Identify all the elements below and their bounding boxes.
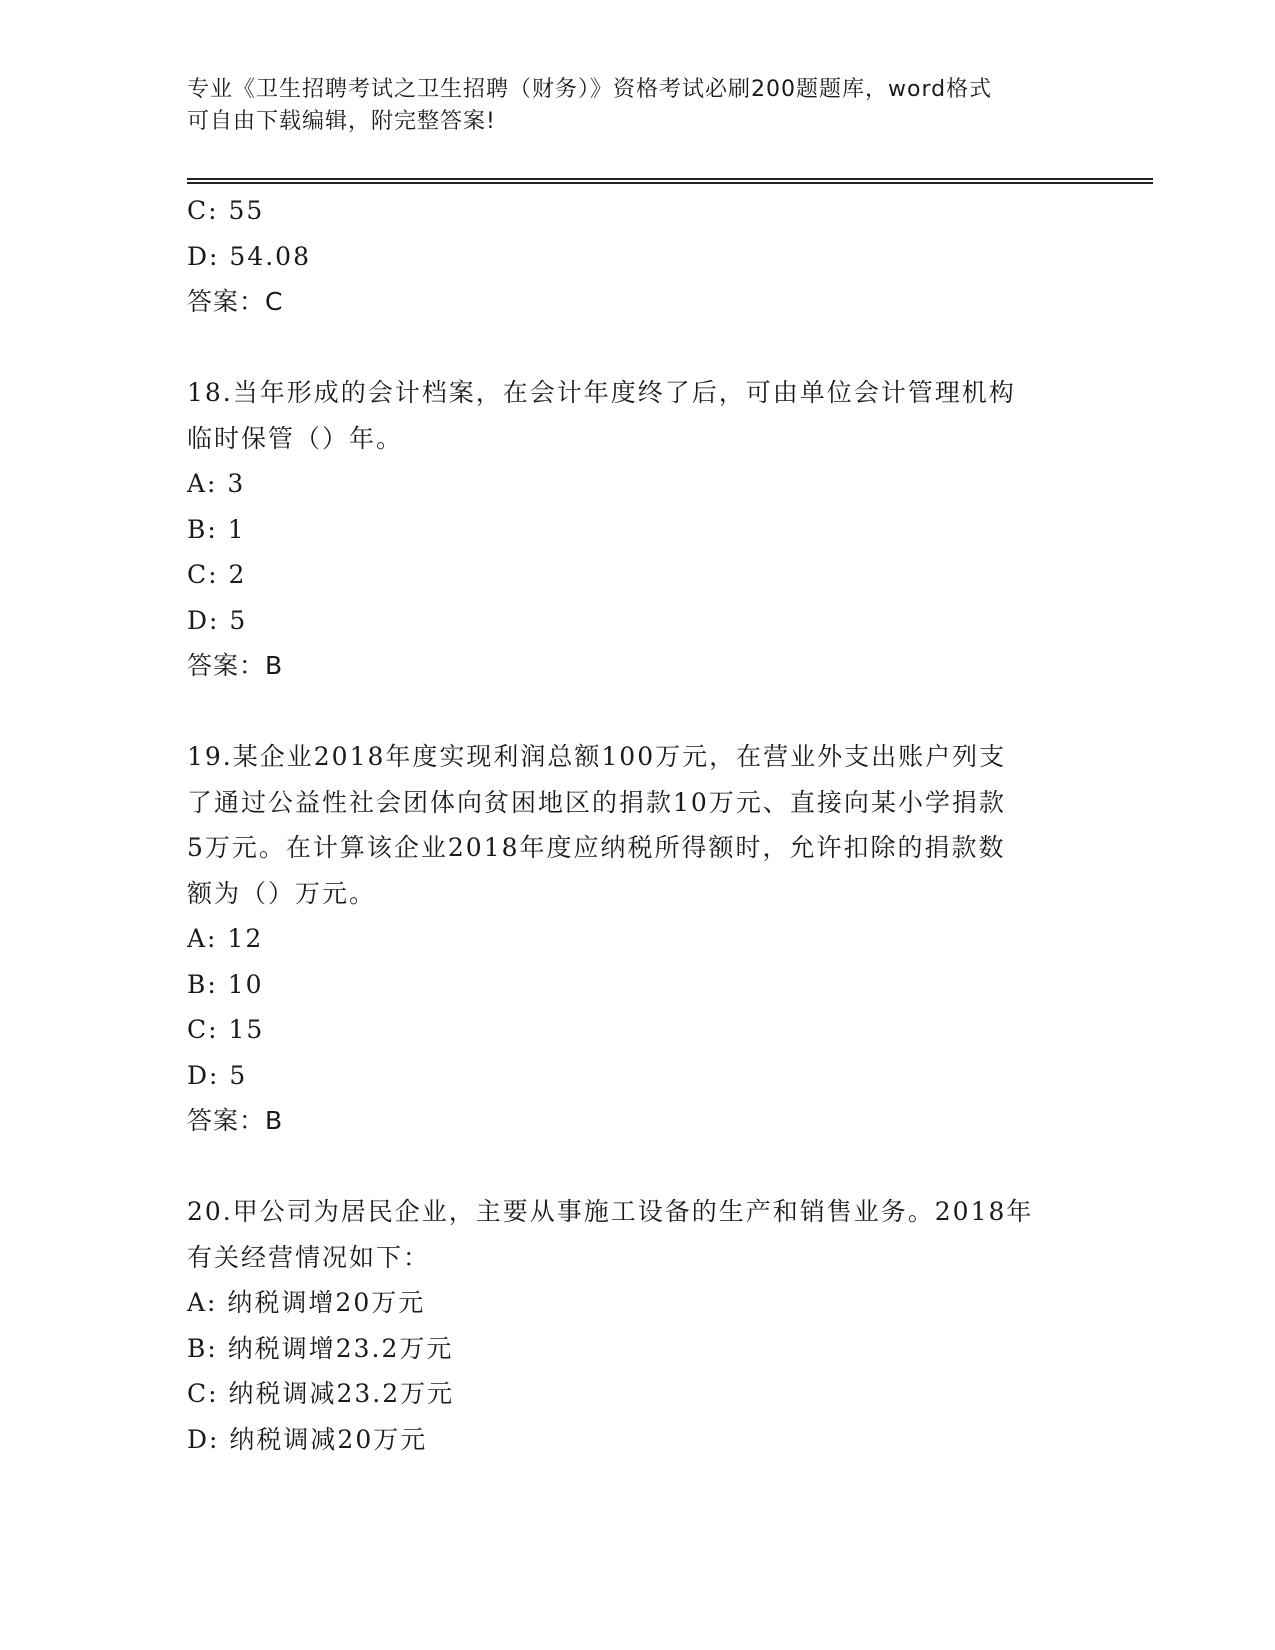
option-b: B: 纳税调增23.2万元	[187, 1333, 454, 1363]
question-list	[187, 188, 1087, 1462]
spacer	[187, 689, 1087, 735]
header-divider	[187, 178, 1153, 184]
option-b: B: 10	[187, 969, 264, 999]
spacer	[187, 325, 1087, 371]
spacer	[187, 1144, 1087, 1190]
question-text-line: 有关经营情况如下：	[187, 1242, 431, 1272]
question-text-line: 19.某企业2018年度实现利润总额100万元，在营业外支出账户列支	[187, 742, 1007, 771]
question-text-line: 18.当年形成的会计档案，在会计年度终了后，可由单位会计管理机构	[187, 378, 1016, 407]
answer-label: 答案：B	[187, 1106, 284, 1135]
question-text-line: 5万元。在计算该企业2018年度应纳税所得额时，允许扣除的捐款数	[187, 833, 1006, 862]
answer-label: 答案：C	[187, 287, 284, 316]
question-text-line: 了通过公益性社会团体向贫困地区的捐款10万元、直接向某小学捐款	[187, 787, 1006, 817]
option-c: C: 纳税调减23.2万元	[187, 1379, 455, 1408]
question-text-line: 额为（）万元。	[187, 878, 377, 908]
option-a: A: 12	[187, 924, 264, 953]
answer-label: 答案：B	[187, 651, 284, 680]
page-header	[187, 74, 1087, 138]
option-c: C: 15	[187, 1015, 265, 1044]
question-17	[187, 188, 1087, 325]
option-d: D: 纳税调减20万元	[187, 1424, 428, 1454]
header-line-2: 可自由下载编辑，附完整答案!	[187, 109, 496, 134]
option-b: B: 1	[187, 514, 246, 544]
option-d: D: 5	[187, 605, 248, 635]
question-19	[187, 734, 1087, 1144]
option-c: C: 2	[187, 560, 247, 589]
option-a: A: 纳税调增20万元	[187, 1288, 426, 1317]
header-line-1: 专业《卫生招聘考试之卫生招聘（财务）》资格考试必刷200题题库，word格式	[187, 77, 993, 102]
option-a: A: 3	[187, 469, 246, 498]
option-d: D: 54.08	[187, 241, 311, 271]
question-18	[187, 370, 1087, 689]
question-20	[187, 1189, 1087, 1462]
question-text-line: 20.甲公司为居民企业，主要从事施工设备的生产和销售业务。2018年	[187, 1197, 1034, 1226]
option-c: C: 55	[187, 196, 265, 225]
question-text-line: 临时保管（）年。	[187, 423, 404, 453]
option-d: D: 5	[187, 1060, 248, 1090]
